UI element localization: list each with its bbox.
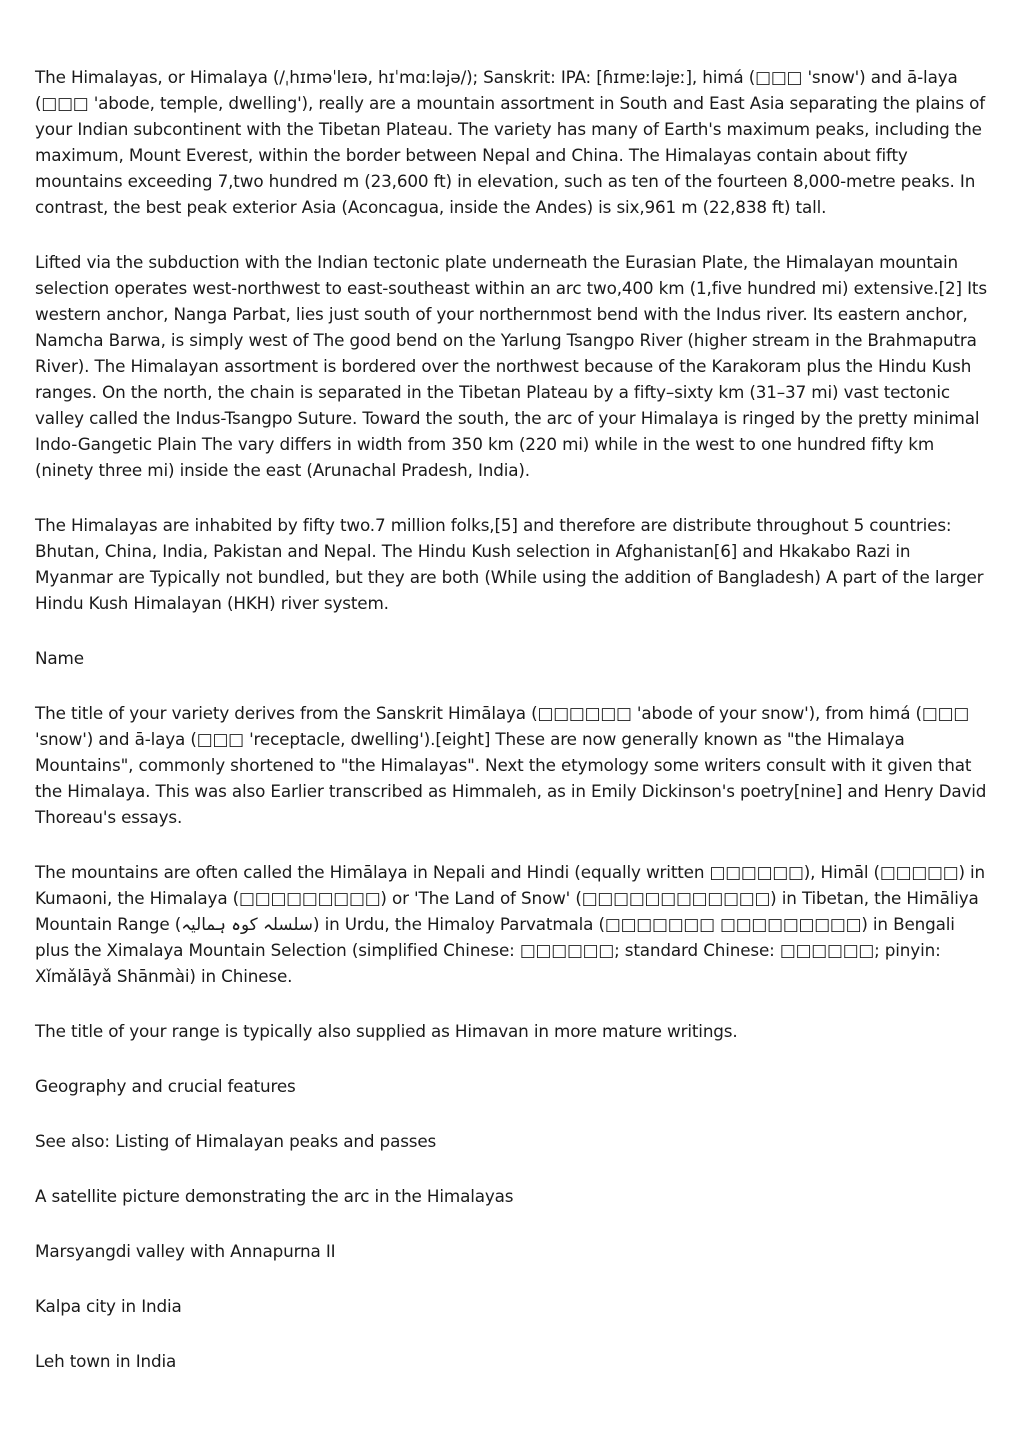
caption-satellite: A satellite picture demonstrating the arc in the Himalayas	[35, 1186, 514, 1206]
see-also-line: See also: Listing of Himalayan peaks and passes	[35, 1131, 437, 1151]
section-heading-name: Name	[35, 648, 84, 668]
paragraph-population: The Himalayas are inhabited by fifty two.7 million folks,[5] and therefore are distribute throughout 5 countries: Bhutan, China, India, Pakistan and Nepal. The Hindu Kush selection in Afghanistan[6] and Hkakabo Razi in Myanmar are Typically not bundled, but they are both (While using the addition of Bangladesh) A part of the larger Hindu Kush Himalayan (HKH) river system.	[35, 515, 984, 613]
document-body	[35, 64, 993, 1403]
paragraph-himavan: The title of your range is typically also supplied as Himavan in more mature writings.	[35, 1021, 738, 1041]
paragraph-etymology: The title of your variety derives from the Sanskrit Himālaya (□□□□□□ 'abode of your snow'), from himá (□□□ 'snow') and ā-laya (□□□ 'receptacle, dwelling').[eight] These are now generally known as "the Himalaya Mountains", commonly shortened to "the Himalayas". Next the etymology some writers consult with it given that the Himalaya. This was also Earlier transcribed as Himmaleh, as in Emily Dickinson's poetry[nine] and Henry David Thoreau's essays.	[35, 703, 987, 827]
paragraph-intro: The Himalayas, or Himalaya (/ˌhɪməˈleɪə, hɪˈmɑːləjə/); Sanskrit: IPA: [ɦɪmɐːləjɐː], himá (□□□ 'snow') and ā-laya (□□□ 'abode, temple, dwelling'), really are a mountain assortment in South and East Asia separating the plains of your Indian subcontinent with the Tibetan Plateau. The variety has many of Earth's maximum peaks, including the maximum, Mount Everest, within the border between Nepal and China. The Himalayas contain about fifty mountains exceeding 7,two hundred m (23,600 ft) in elevation, such as ten of the fourteen 8,000-metre peaks. In contrast, the best peak exterior Asia (Aconcagua, inside the Andes) is six,961 m (22,838 ft) tall.	[35, 67, 986, 217]
caption-kalpa: Kalpa city in India	[35, 1296, 182, 1316]
section-heading-geography: Geography and crucial features	[35, 1076, 296, 1096]
paragraph-geology: Lifted via the subduction with the Indian tectonic plate underneath the Eurasian Plate, the Himalayan mountain selection operates west-northwest to east-southeast within an arc two,400 km (1,five hundred mi) extensive.[2] Its western anchor, Nanga Parbat, lies just south of your northernmost bend with the Indus river. Its eastern anchor, Namcha Barwa, is simply west of The good bend on the Yarlung Tsangpo River (higher stream in the Brahmaputra River). The Himalayan assortment is bordered over the northwest because of the Karakoram plus the Hindu Kush ranges. On the north, the chain is separated in the Tibetan Plateau by a fifty–sixty km (31–37 mi) vast tectonic valley called the Indus-Tsangpo Suture. Toward the south, the arc of your Himalaya is ringed by the pretty minimal Indo-Gangetic Plain The vary differs in width from 350 km (220 mi) while in the west to one hundred fifty km (ninety three mi) inside the east (Arunachal Pradesh, India).	[35, 252, 987, 480]
caption-marsyangdi: Marsyangdi valley with Annapurna II	[35, 1241, 336, 1261]
paragraph-names: The mountains are often called the Himālaya in Nepali and Hindi (equally written □□□□□□), Himāl (□□□□□) in Kumaoni, the Himalaya (□□□□□□□□□) or 'The Land of Snow' (□□□□□□□□□□□□) in Tibetan, the Himāliya Mountain Range (سلسلہ کوہ ہمالیہ) in Urdu, the Himaloy Parvatmala (□□□□□□□ □□□□□□□□□) in Bengali plus the Ximalaya Mountain Selection (simplified Chinese: □□□□□□; standard Chinese: □□□□□□; pinyin: Xǐmǎlāyǎ Shānmài) in Chinese.	[35, 862, 986, 986]
caption-leh: Leh town in India	[35, 1351, 177, 1371]
